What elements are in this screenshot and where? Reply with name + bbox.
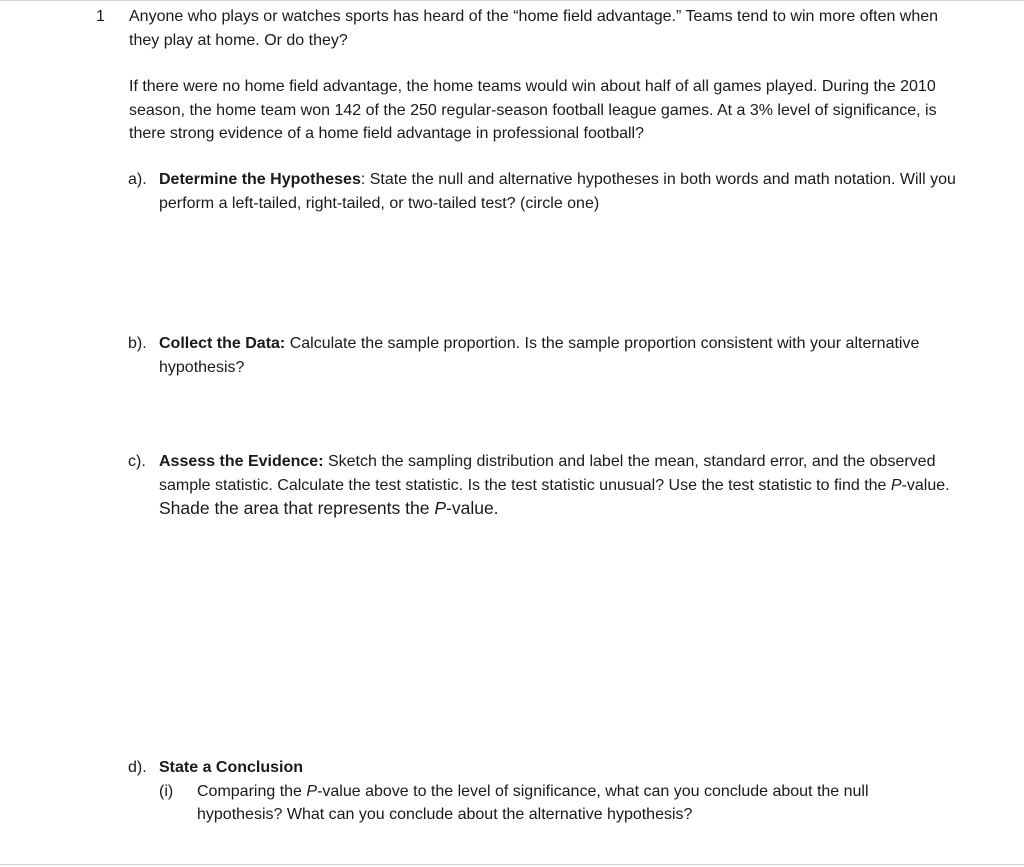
bottom-divider	[0, 864, 1024, 865]
sub-item-p-symbol: P	[306, 782, 318, 800]
part-c-marker: c).	[128, 453, 146, 470]
question-number: 1	[96, 8, 105, 25]
part-d-sub-item-i	[159, 780, 939, 827]
question-intro: Anyone who plays or watches sports has heard of the “home field advantage.” Teams tend to win more often when they play at home. Or do they?	[129, 8, 939, 49]
top-divider	[0, 0, 1024, 1]
question-scenario: If there were no home field advantage, the home teams would win about half of all games played. During the 2010 season, the home team won 142 of the 250 regular-season football league games. At a 3% level of significance, is there strong evidence of a home field advantage in professional football?	[129, 78, 937, 142]
part-c-shade-instruction	[159, 498, 499, 518]
part-d-heading: State a Conclusion	[159, 759, 304, 776]
part-b-heading: Collect the Data:	[159, 335, 286, 352]
part-c-heading: Assess the Evidence:	[159, 453, 324, 470]
part-d-body	[159, 756, 959, 780]
sub-item-text-2: -value above to the level of significance, what can you conclude about the null hypothesis? What can you conclude about the alternative hypothesis?	[197, 782, 869, 823]
part-c-p-symbol-1: P	[890, 476, 902, 494]
part-d	[128, 756, 959, 827]
part-a-heading-separator: :	[360, 171, 366, 188]
part-b-text: Calculate the sample proportion. Is the sample proportion consistent with your alternative hypothesis?	[159, 335, 920, 376]
part-c	[128, 450, 959, 522]
part-c-text-1: Sketch the sampling distribution and label the mean, standard error, and the observed sample statistic. Calculate the test statistic. Is the test statistic unusual? Use the test statistic to find the	[159, 453, 936, 494]
part-c-text-4: -value.	[446, 498, 499, 518]
part-b	[128, 332, 959, 379]
part-c-p-symbol-2: P	[434, 498, 447, 518]
part-c-text-2: -value.	[901, 476, 950, 494]
part-c-text-3: Shade the area that represents the	[159, 498, 435, 518]
part-a	[128, 168, 959, 215]
sub-item-marker: (i)	[159, 782, 174, 800]
part-a-text: State the null and alternative hypotheses in both words and math notation. Will you perform a left-tailed, right-tailed, or two-tailed test? (circle one)	[159, 171, 956, 212]
part-b-marker: b).	[128, 335, 147, 352]
part-c-body	[159, 450, 959, 522]
part-a-body	[159, 168, 959, 215]
part-d-marker: d).	[128, 759, 147, 776]
part-a-heading: Determine the Hypotheses	[159, 171, 361, 188]
part-a-marker: a).	[128, 171, 147, 188]
sub-item-text-1: Comparing the	[197, 782, 307, 800]
part-b-body	[159, 332, 959, 379]
sub-item-text	[197, 780, 939, 827]
